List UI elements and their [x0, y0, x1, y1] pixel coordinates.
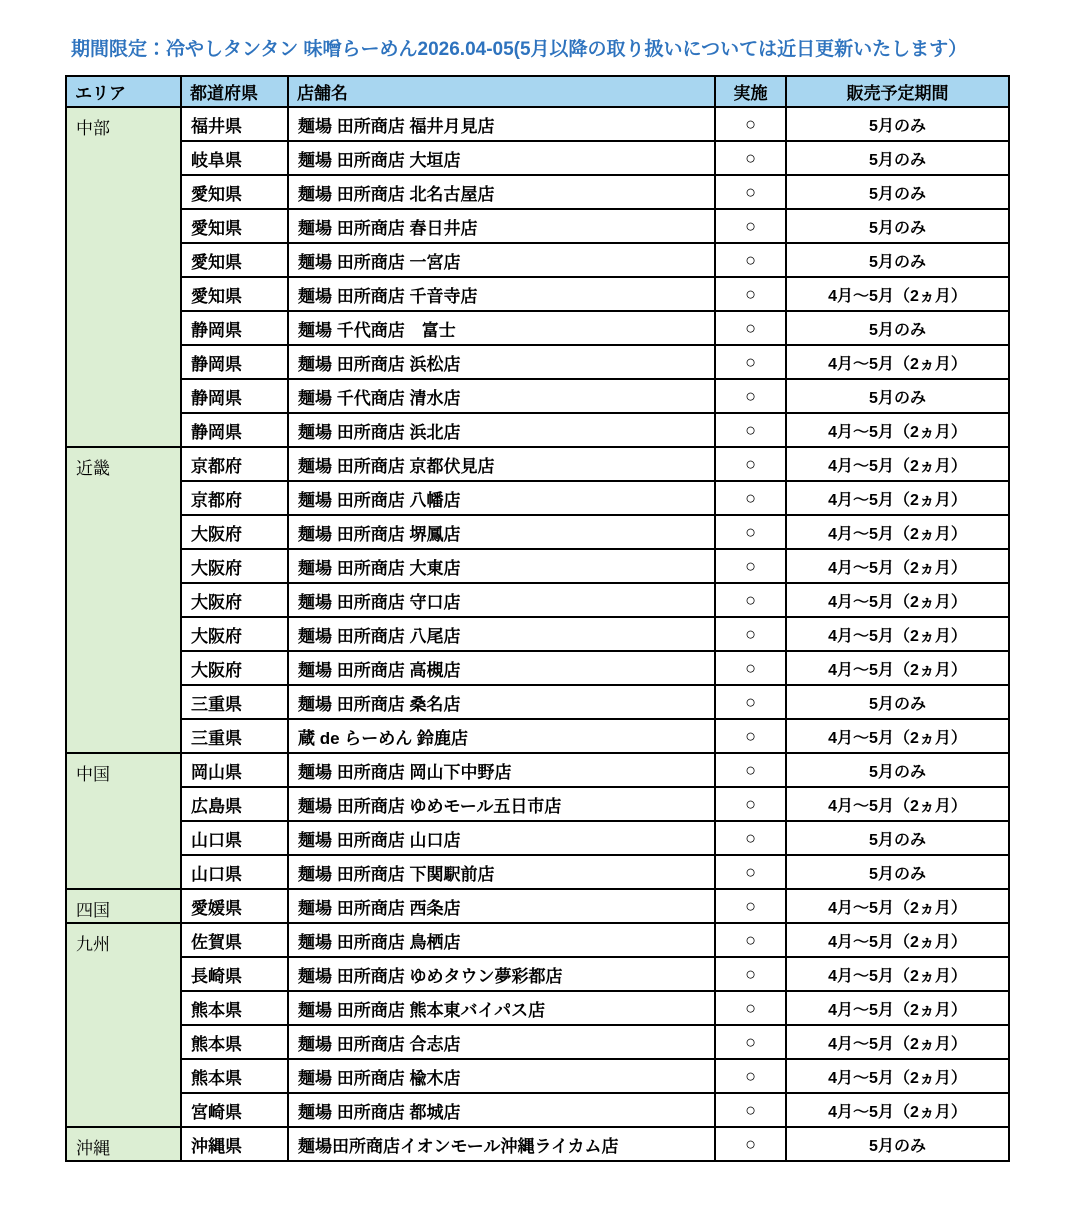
implementation-mark-cell: ○ — [715, 617, 786, 651]
implementation-mark-cell: ○ — [715, 651, 786, 685]
implementation-mark-cell: ○ — [715, 1093, 786, 1127]
prefecture-cell: 京都府 — [181, 447, 288, 481]
sales-period-cell: 4月～5月（2ヵ月） — [786, 549, 1009, 583]
area-cell: 沖縄 — [66, 1127, 181, 1161]
table-row — [66, 753, 1009, 787]
prefecture-cell: 大阪府 — [181, 617, 288, 651]
store-name-cell: 麺場 田所商店 北名古屋店 — [288, 175, 715, 209]
prefecture-cell: 愛媛県 — [181, 889, 288, 923]
store-name-cell: 麺場 田所商店 浜松店 — [288, 345, 715, 379]
sales-period-cell: 4月～5月（2ヵ月） — [786, 1059, 1009, 1093]
implementation-mark-cell: ○ — [715, 719, 786, 753]
table-row — [66, 175, 1009, 209]
prefecture-cell: 三重県 — [181, 719, 288, 753]
implementation-mark-cell: ○ — [715, 243, 786, 277]
store-name-cell: 麺場 田所商店 熊本東バイパス店 — [288, 991, 715, 1025]
prefecture-cell: 岐阜県 — [181, 141, 288, 175]
header-implementation: 実施 — [715, 76, 786, 107]
table-row — [66, 141, 1009, 175]
implementation-mark-cell: ○ — [715, 583, 786, 617]
store-name-cell: 麺場 田所商店 ゆめモール五日市店 — [288, 787, 715, 821]
store-name-cell: 麺場 田所商店 鳥栖店 — [288, 923, 715, 957]
store-table — [65, 75, 1010, 1162]
table-row — [66, 617, 1009, 651]
table-row — [66, 821, 1009, 855]
header-store-name: 店舗名 — [288, 76, 715, 107]
store-name-cell: 麺場 田所商店 八幡店 — [288, 481, 715, 515]
sales-period-cell: 4月～5月（2ヵ月） — [786, 1093, 1009, 1127]
store-name-cell: 麺場 田所商店 福井月見店 — [288, 107, 715, 141]
table-row — [66, 787, 1009, 821]
area-cell: 近畿 — [66, 447, 181, 753]
sales-period-cell: 5月のみ — [786, 753, 1009, 787]
table-row — [66, 345, 1009, 379]
table-row — [66, 923, 1009, 957]
table-row — [66, 685, 1009, 719]
prefecture-cell: 山口県 — [181, 821, 288, 855]
table-row — [66, 515, 1009, 549]
table-row — [66, 719, 1009, 753]
implementation-mark-cell: ○ — [715, 107, 786, 141]
implementation-mark-cell: ○ — [715, 685, 786, 719]
prefecture-cell: 愛知県 — [181, 175, 288, 209]
prefecture-cell: 大阪府 — [181, 549, 288, 583]
prefecture-cell: 熊本県 — [181, 991, 288, 1025]
implementation-mark-cell: ○ — [715, 447, 786, 481]
implementation-mark-cell: ○ — [715, 957, 786, 991]
table-row — [66, 889, 1009, 923]
implementation-mark-cell: ○ — [715, 277, 786, 311]
table-row — [66, 107, 1009, 141]
area-cell: 中部 — [66, 107, 181, 447]
table-row — [66, 209, 1009, 243]
table-row — [66, 1025, 1009, 1059]
sales-period-cell: 4月～5月（2ヵ月） — [786, 447, 1009, 481]
sales-period-cell: 5月のみ — [786, 685, 1009, 719]
store-name-cell: 蔵 de らーめん 鈴鹿店 — [288, 719, 715, 753]
prefecture-cell: 愛知県 — [181, 277, 288, 311]
implementation-mark-cell: ○ — [715, 549, 786, 583]
prefecture-cell: 沖縄県 — [181, 1127, 288, 1161]
prefecture-cell: 三重県 — [181, 685, 288, 719]
sales-period-cell: 5月のみ — [786, 821, 1009, 855]
sales-period-cell: 5月のみ — [786, 243, 1009, 277]
sales-period-cell: 4月～5月（2ヵ月） — [786, 923, 1009, 957]
table-row — [66, 1127, 1009, 1161]
header-sales-period: 販売予定期間 — [786, 76, 1009, 107]
sales-period-cell: 4月～5月（2ヵ月） — [786, 651, 1009, 685]
store-name-cell: 麺場 田所商店 合志店 — [288, 1025, 715, 1059]
header-row — [66, 76, 1009, 107]
implementation-mark-cell: ○ — [715, 1127, 786, 1161]
prefecture-cell: 大阪府 — [181, 515, 288, 549]
store-name-cell: 麺場 田所商店 西条店 — [288, 889, 715, 923]
store-name-cell: 麺場 田所商店 春日井店 — [288, 209, 715, 243]
table-row — [66, 1093, 1009, 1127]
store-name-cell: 麺場 田所商店 ゆめタウン夢彩都店 — [288, 957, 715, 991]
sales-period-cell: 5月のみ — [786, 175, 1009, 209]
area-cell: 九州 — [66, 923, 181, 1127]
area-cell: 四国 — [66, 889, 181, 923]
implementation-mark-cell: ○ — [715, 209, 786, 243]
store-name-cell: 麺場 田所商店 大東店 — [288, 549, 715, 583]
page-title: 期間限定：冷やしタンタン 味噌らーめん2026.04-05(5月以降の取り扱いについては近日更新いたします） — [71, 39, 968, 60]
implementation-mark-cell: ○ — [715, 379, 786, 413]
table-row — [66, 991, 1009, 1025]
sales-period-cell: 4月～5月（2ヵ月） — [786, 481, 1009, 515]
table-row — [66, 1059, 1009, 1093]
prefecture-cell: 静岡県 — [181, 379, 288, 413]
store-name-cell: 麺場 田所商店 一宮店 — [288, 243, 715, 277]
table-body — [66, 107, 1009, 1161]
store-name-cell: 麺場 田所商店 大垣店 — [288, 141, 715, 175]
implementation-mark-cell: ○ — [715, 413, 786, 447]
implementation-mark-cell: ○ — [715, 753, 786, 787]
store-name-cell: 麺場 田所商店 千音寺店 — [288, 277, 715, 311]
implementation-mark-cell: ○ — [715, 1059, 786, 1093]
sales-period-cell: 5月のみ — [786, 209, 1009, 243]
store-name-cell: 麺場 田所商店 楡木店 — [288, 1059, 715, 1093]
table-row — [66, 447, 1009, 481]
sales-period-cell: 4月～5月（2ヵ月） — [786, 345, 1009, 379]
implementation-mark-cell: ○ — [715, 1025, 786, 1059]
header-prefecture: 都道府県 — [181, 76, 288, 107]
table-row — [66, 243, 1009, 277]
table-row — [66, 413, 1009, 447]
store-name-cell: 麺場 千代商店 富士 — [288, 311, 715, 345]
table-header — [66, 76, 1009, 107]
store-name-cell: 麺場 田所商店 京都伏見店 — [288, 447, 715, 481]
table-row — [66, 277, 1009, 311]
table-row — [66, 379, 1009, 413]
prefecture-cell: 静岡県 — [181, 413, 288, 447]
implementation-mark-cell: ○ — [715, 175, 786, 209]
store-name-cell: 麺場 田所商店 高槻店 — [288, 651, 715, 685]
store-name-cell: 麺場 千代商店 清水店 — [288, 379, 715, 413]
prefecture-cell: 熊本県 — [181, 1059, 288, 1093]
implementation-mark-cell: ○ — [715, 991, 786, 1025]
header-area: エリア — [66, 76, 181, 107]
prefecture-cell: 京都府 — [181, 481, 288, 515]
store-name-cell: 麺場 田所商店 山口店 — [288, 821, 715, 855]
sales-period-cell: 4月～5月（2ヵ月） — [786, 991, 1009, 1025]
area-cell: 中国 — [66, 753, 181, 889]
store-name-cell: 麺場 田所商店 都城店 — [288, 1093, 715, 1127]
prefecture-cell: 熊本県 — [181, 1025, 288, 1059]
prefecture-cell: 静岡県 — [181, 345, 288, 379]
store-name-cell: 麺場 田所商店 下関駅前店 — [288, 855, 715, 889]
prefecture-cell: 山口県 — [181, 855, 288, 889]
table-row — [66, 583, 1009, 617]
sales-period-cell: 5月のみ — [786, 141, 1009, 175]
store-name-cell: 麺場 田所商店 岡山下中野店 — [288, 753, 715, 787]
prefecture-cell: 愛知県 — [181, 209, 288, 243]
implementation-mark-cell: ○ — [715, 787, 786, 821]
sales-period-cell: 5月のみ — [786, 379, 1009, 413]
prefecture-cell: 広島県 — [181, 787, 288, 821]
sales-period-cell: 5月のみ — [786, 1127, 1009, 1161]
prefecture-cell: 静岡県 — [181, 311, 288, 345]
sales-period-cell: 4月～5月（2ヵ月） — [786, 583, 1009, 617]
store-name-cell: 麺場田所商店イオンモール沖縄ライカム店 — [288, 1127, 715, 1161]
implementation-mark-cell: ○ — [715, 821, 786, 855]
table-row — [66, 481, 1009, 515]
prefecture-cell: 長崎県 — [181, 957, 288, 991]
prefecture-cell: 福井県 — [181, 107, 288, 141]
prefecture-cell: 大阪府 — [181, 583, 288, 617]
sales-period-cell: 5月のみ — [786, 855, 1009, 889]
implementation-mark-cell: ○ — [715, 923, 786, 957]
implementation-mark-cell: ○ — [715, 141, 786, 175]
table-row — [66, 311, 1009, 345]
prefecture-cell: 大阪府 — [181, 651, 288, 685]
sales-period-cell: 4月～5月（2ヵ月） — [786, 277, 1009, 311]
sales-period-cell: 5月のみ — [786, 107, 1009, 141]
table-row — [66, 651, 1009, 685]
sales-period-cell: 5月のみ — [786, 311, 1009, 345]
implementation-mark-cell: ○ — [715, 311, 786, 345]
store-name-cell: 麺場 田所商店 桑名店 — [288, 685, 715, 719]
implementation-mark-cell: ○ — [715, 889, 786, 923]
implementation-mark-cell: ○ — [715, 855, 786, 889]
sales-period-cell: 4月～5月（2ヵ月） — [786, 617, 1009, 651]
prefecture-cell: 岡山県 — [181, 753, 288, 787]
sales-period-cell: 4月～5月（2ヵ月） — [786, 957, 1009, 991]
table-row — [66, 957, 1009, 991]
prefecture-cell: 宮崎県 — [181, 1093, 288, 1127]
implementation-mark-cell: ○ — [715, 481, 786, 515]
store-name-cell: 麺場 田所商店 浜北店 — [288, 413, 715, 447]
implementation-mark-cell: ○ — [715, 345, 786, 379]
sales-period-cell: 4月～5月（2ヵ月） — [786, 413, 1009, 447]
sales-period-cell: 4月～5月（2ヵ月） — [786, 515, 1009, 549]
sales-period-cell: 4月～5月（2ヵ月） — [786, 1025, 1009, 1059]
store-name-cell: 麺場 田所商店 守口店 — [288, 583, 715, 617]
table-row — [66, 549, 1009, 583]
prefecture-cell: 佐賀県 — [181, 923, 288, 957]
sales-period-cell: 4月～5月（2ヵ月） — [786, 787, 1009, 821]
table-row — [66, 855, 1009, 889]
sales-period-cell: 4月～5月（2ヵ月） — [786, 889, 1009, 923]
store-name-cell: 麺場 田所商店 堺鳳店 — [288, 515, 715, 549]
prefecture-cell: 愛知県 — [181, 243, 288, 277]
store-name-cell: 麺場 田所商店 八尾店 — [288, 617, 715, 651]
implementation-mark-cell: ○ — [715, 515, 786, 549]
sales-period-cell: 4月～5月（2ヵ月） — [786, 719, 1009, 753]
